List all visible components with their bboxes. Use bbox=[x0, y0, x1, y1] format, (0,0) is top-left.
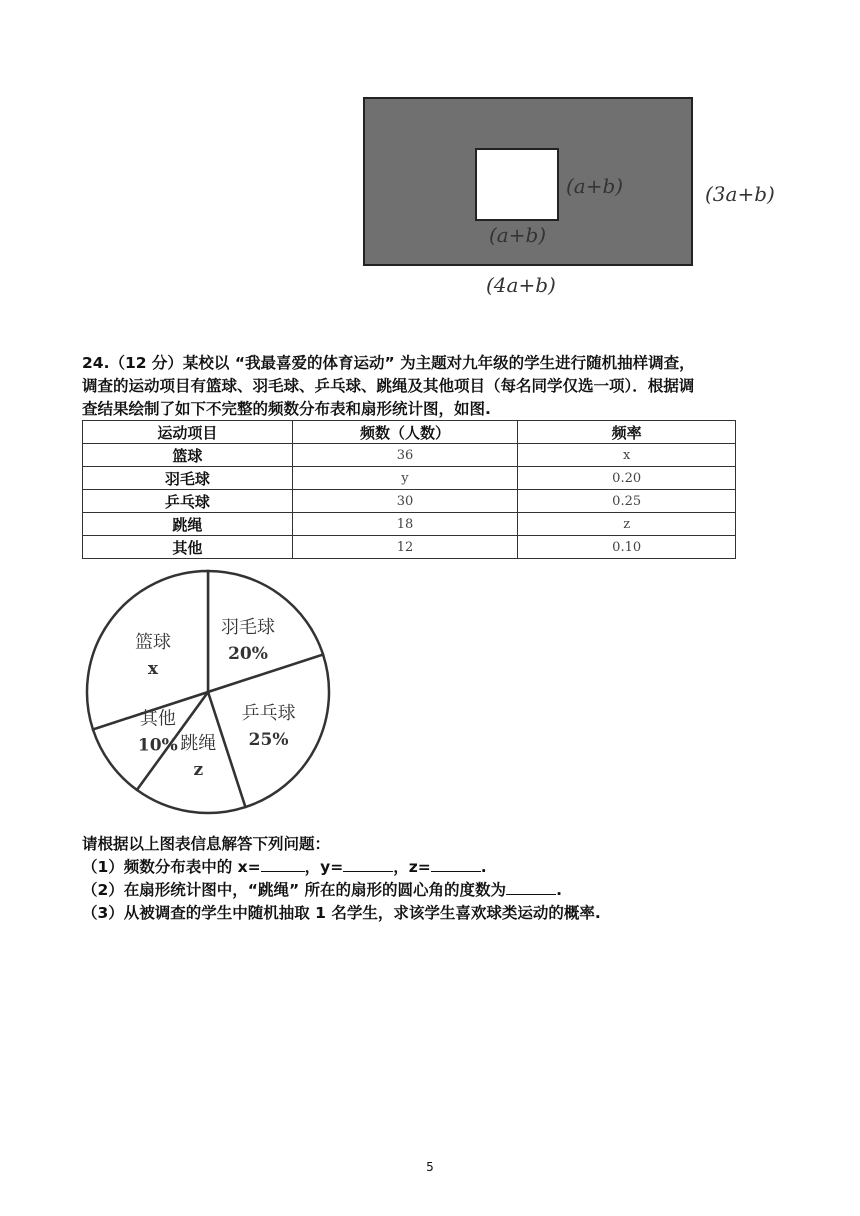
table-row bbox=[83, 513, 736, 536]
q1-text-y: ，y= bbox=[304, 858, 344, 876]
problem-line-1: 24.（12 分）某校以 “我最喜爱的体育运动” 为主题对九年级的学生进行随机抽样调查， bbox=[82, 354, 695, 372]
problem-line-2: 调查的运动项目有篮球、羽毛球、乒乓球、跳绳及其他项目（每名同学仅选一项）．根据调 bbox=[82, 377, 695, 395]
pie-label-4: 篮球 bbox=[134, 632, 171, 654]
page-number: 5 bbox=[426, 1160, 434, 1174]
inner-width-label: (a+b) bbox=[489, 223, 547, 247]
cell-count: y bbox=[292, 467, 518, 490]
cell-sport: 羽毛球 bbox=[83, 467, 293, 490]
table-row bbox=[83, 490, 736, 513]
cell-count: 18 bbox=[292, 513, 518, 536]
pie-label-3: 其他 bbox=[139, 708, 176, 730]
question-1 bbox=[82, 856, 487, 878]
pie-label-0: 羽毛球 bbox=[220, 616, 275, 638]
table-row bbox=[83, 467, 736, 490]
cell-count: 30 bbox=[292, 490, 518, 513]
pie-label-2: 跳绳 bbox=[180, 733, 217, 755]
questions-intro: 请根据以上图表信息解答下列问题： bbox=[82, 835, 331, 853]
pie-label-1: 乒乓球 bbox=[241, 702, 296, 724]
frequency-table bbox=[82, 420, 736, 559]
answer-blank-y[interactable] bbox=[343, 857, 393, 872]
inner-height-label: (a+b) bbox=[566, 174, 624, 198]
inner-square bbox=[475, 148, 559, 221]
pie-value-0: 20% bbox=[228, 643, 268, 664]
question-3: （3）从被调查的学生中随机抽取 1 名学生，求该学生喜欢球类运动的概率. bbox=[82, 904, 601, 922]
cell-sport: 篮球 bbox=[83, 444, 293, 467]
cell-sport: 其他 bbox=[83, 536, 293, 559]
cell-rate: 0.25 bbox=[518, 490, 736, 513]
q1-text-z: ，z= bbox=[393, 858, 431, 876]
cell-sport: 跳绳 bbox=[83, 513, 293, 536]
cell-rate: 0.10 bbox=[518, 536, 736, 559]
header-frequency-count: 频数（人数） bbox=[292, 421, 518, 444]
cell-sport: 乒乓球 bbox=[83, 490, 293, 513]
table-row bbox=[83, 444, 736, 467]
pie-value-1: 25% bbox=[248, 729, 289, 750]
q2-end: . bbox=[556, 881, 562, 899]
table-row bbox=[83, 536, 736, 559]
cell-count: 36 bbox=[292, 444, 518, 467]
cell-rate: z bbox=[518, 513, 736, 536]
table-header-row bbox=[83, 421, 736, 444]
answer-blank-z[interactable] bbox=[431, 857, 481, 872]
pie-value-2: z bbox=[193, 760, 204, 781]
cell-rate: x bbox=[518, 444, 736, 467]
pie-value-4: x bbox=[147, 659, 159, 680]
answer-blank-angle[interactable] bbox=[506, 880, 556, 895]
outer-height-label: (3a+b) bbox=[705, 182, 775, 206]
rectangle-figure bbox=[0, 0, 860, 320]
q1-text-x: （1）频数分布表中的 x= bbox=[82, 858, 261, 876]
cell-count: 12 bbox=[292, 536, 518, 559]
cell-rate: 0.20 bbox=[518, 467, 736, 490]
outer-width-label: (4a+b) bbox=[486, 273, 556, 297]
q2-text: （2）在扇形统计图中，“跳绳” 所在的扇形的圆心角的度数为 bbox=[82, 881, 507, 899]
pie-chart bbox=[80, 566, 336, 822]
header-relative-frequency: 频率 bbox=[518, 421, 736, 444]
q1-end: . bbox=[480, 858, 487, 876]
header-sport: 运动项目 bbox=[83, 421, 293, 444]
pie-value-3: 10% bbox=[137, 735, 178, 756]
question-2 bbox=[82, 879, 562, 901]
answer-blank-x[interactable] bbox=[261, 857, 305, 872]
problem-line-3: 查结果绘制了如下不完整的频数分布表和扇形统计图，如图. bbox=[82, 400, 491, 418]
